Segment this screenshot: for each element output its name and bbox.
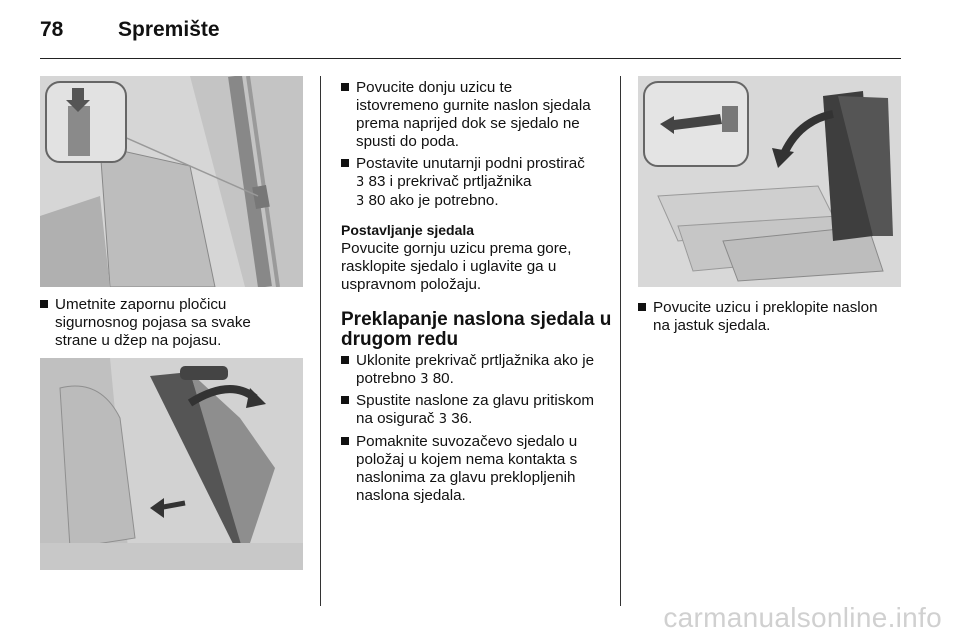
list-item: Spustite naslone za glavu pritiskom na osigurač 3 36. — [341, 392, 616, 429]
section-heading: Preklapanje naslona sjedala u drugom redu — [341, 309, 612, 350]
list-item: Umetnite zapornu pločicu sigurnosnog pojasa sa svake strane u džep na pojasu. — [40, 296, 310, 350]
list-item: Povucite uzicu i preklopite naslon na jastuk sjedala. — [638, 299, 908, 335]
bullet-square — [638, 303, 646, 311]
seat-backrest-fold-illustration — [638, 76, 901, 287]
bullet-square — [341, 83, 349, 91]
list-item: Pomaknite suvozačevo sjedalo u položaj u kojem nema kontakta s naslonima za glavu preklopljenih naslona sjedala. — [341, 433, 616, 505]
page-title: Spremište — [118, 18, 220, 41]
column-divider-1 — [320, 76, 321, 606]
cross-reference-icon: 3 — [438, 412, 448, 427]
bullet-square — [341, 159, 349, 167]
bullet-square — [341, 356, 349, 364]
list-item: Povucite donju uzicu te istovremeno gurnite naslon sjedala prema naprijed dok se sjedalo ne spusti do poda. — [341, 79, 611, 151]
cross-reference-icon: 3 — [420, 372, 429, 387]
list-item: Uklonite prekrivač prtljažnika ako je potrebno 3 80. — [341, 352, 616, 389]
list-item: Postavite unutarnji podni prostirač 3 83 i prekrivač prtljažnika 3 80 ako je potrebno. — [341, 155, 611, 211]
bullet-square — [341, 437, 349, 445]
header-rule — [40, 58, 901, 59]
page-number: 78 — [40, 18, 64, 41]
seatbelt-illustration — [40, 76, 303, 287]
column-divider-2 — [620, 76, 621, 606]
bullet-square — [341, 396, 349, 404]
watermark: carmanualsonline.info — [663, 602, 942, 633]
subheading: Postavljanje sjedala — [341, 222, 475, 238]
cross-reference-icon: 3 — [356, 175, 365, 190]
paragraph: Povucite gornju uzicu prema gore, rasklopite sjedalo i uglavite ga u uspravnom položaju. — [341, 240, 572, 293]
bullet-square — [40, 300, 48, 308]
seat-fold-forward-illustration — [40, 358, 303, 570]
cross-reference-icon: 3 — [356, 194, 365, 209]
